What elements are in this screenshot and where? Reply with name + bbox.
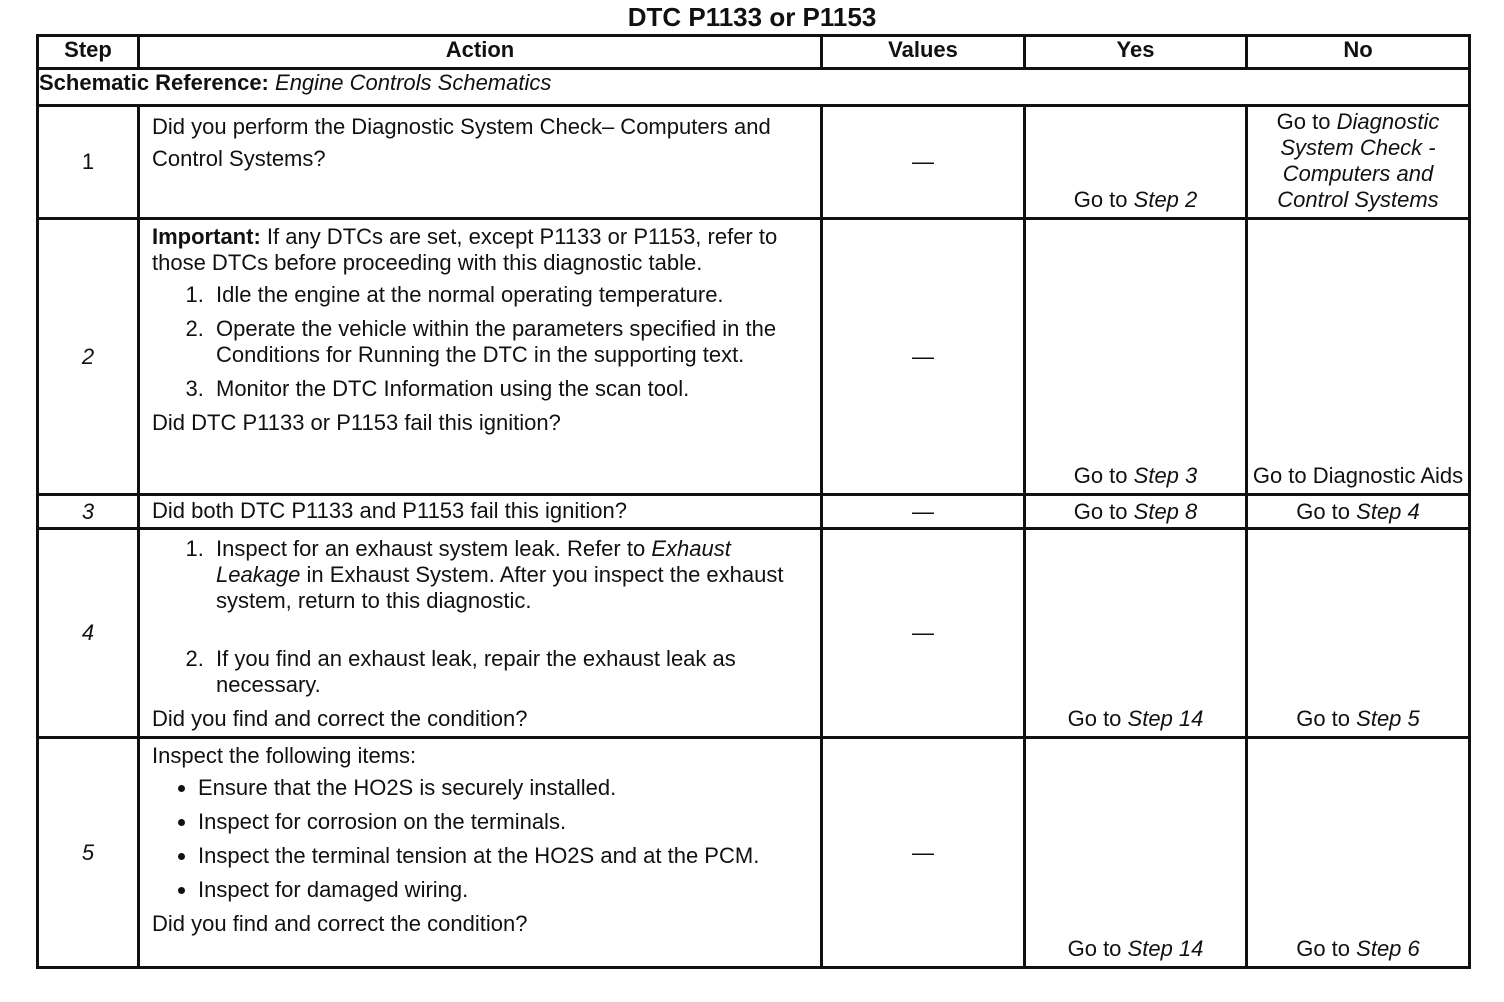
action-cell — [139, 219, 822, 495]
no-cell[interactable] — [1247, 738, 1470, 968]
inspect-intro: Inspect the following items: — [152, 743, 417, 768]
exhaust-leakage-link[interactable]: Exhaust Leakage — [216, 536, 731, 587]
values-cell: — — [822, 219, 1025, 495]
schematic-label: Schematic Reference: — [39, 70, 269, 95]
table-row — [38, 529, 1470, 738]
table-row — [38, 495, 1470, 529]
question: Did both DTC P1133 and P1153 fail this ignition? — [152, 498, 627, 523]
header-row — [38, 36, 1470, 69]
yes-link[interactable]: Step 14 — [1127, 936, 1204, 961]
table-row — [38, 738, 1470, 968]
action-cell — [139, 738, 822, 968]
question: Did DTC P1133 or P1153 fail this ignition? — [152, 410, 561, 435]
no-cell[interactable] — [1247, 219, 1470, 495]
table-row — [38, 106, 1470, 219]
yes-prefix: Go to — [1073, 187, 1128, 212]
important-note — [152, 224, 808, 276]
no-link[interactable]: Step 6 — [1356, 936, 1420, 961]
yes-cell[interactable] — [1025, 495, 1247, 529]
list-item: 1. Idle the engine at the normal operating temperature. — [210, 282, 808, 308]
action-cell — [139, 106, 822, 219]
no-link[interactable]: Step 5 — [1356, 706, 1420, 731]
dtc-table — [36, 34, 1471, 969]
values-cell: — — [822, 106, 1025, 219]
question: Did you find and correct the condition? — [152, 911, 528, 936]
list-item: 2. Operate the vehicle within the parameters specified in the Conditions for Running the DTC in the supporting text. — [210, 316, 808, 368]
yes-link[interactable]: Step 3 — [1133, 463, 1198, 488]
inspect-list — [152, 775, 808, 903]
schematic-reference-row — [38, 69, 1470, 106]
no-link[interactable]: Step 4 — [1356, 499, 1420, 524]
no-prefix: Go to — [1296, 499, 1351, 524]
page-title: DTC P1133 or P1153 — [627, 2, 877, 32]
yes-cell[interactable] — [1025, 529, 1247, 738]
no-cell[interactable] — [1247, 495, 1470, 529]
header-no: No — [1247, 36, 1470, 69]
no-cell[interactable] — [1247, 529, 1470, 738]
no-cell[interactable] — [1247, 106, 1470, 219]
action-list — [152, 536, 808, 698]
important-text: If any DTCs are set, except P1133 or P1153, refer to those DTCs before proceeding with this diagnostic table. — [152, 224, 778, 275]
list-item: 3. Monitor the DTC Information using the scan tool. — [210, 376, 808, 402]
action-list — [152, 282, 808, 402]
schematic-link[interactable]: Engine Controls Schematics — [275, 70, 552, 95]
step-number: 2 — [38, 219, 139, 495]
list-item: • Inspect the terminal tension at the HO2S and at the PCM. — [198, 843, 808, 869]
values-cell: — — [822, 529, 1025, 738]
schematic-reference — [38, 69, 1470, 106]
no-link[interactable]: Diagnostic System Check - Computers and Control Systems — [1277, 109, 1440, 212]
yes-link[interactable]: Step 2 — [1133, 187, 1198, 212]
header-step: Step — [38, 36, 139, 69]
step-number: 4 — [38, 529, 139, 738]
yes-prefix: Go to — [1073, 463, 1128, 488]
no-prefix: Go to — [1296, 706, 1351, 731]
step-number: 3 — [38, 495, 139, 529]
action-cell — [139, 495, 822, 529]
step-number: 1 — [38, 106, 139, 219]
question: Did you perform the Diagnostic System Check– Computers and Control Systems? — [152, 114, 771, 171]
step-number: 5 — [38, 738, 139, 968]
action-cell — [139, 529, 822, 738]
yes-prefix: Go to — [1067, 706, 1122, 731]
question: Did you find and correct the condition? — [152, 706, 528, 731]
no-link[interactable]: Go to Diagnostic Aids — [1252, 463, 1464, 488]
yes-cell[interactable] — [1025, 219, 1247, 495]
list-item: • Inspect for damaged wiring. — [198, 877, 808, 903]
important-label: Important: — [152, 224, 261, 249]
header-values: Values — [822, 36, 1025, 69]
yes-link[interactable]: Step 14 — [1127, 706, 1204, 731]
no-prefix: Go to — [1276, 109, 1331, 134]
header-action: Action — [139, 36, 822, 69]
list-item: 1. Inspect for an exhaust system leak. Refer to Exhaust Leakage in Exhaust System. After you inspect the exhaust system, return to this diagnostic. — [210, 536, 808, 614]
yes-link[interactable]: Step 8 — [1133, 499, 1198, 524]
list-item: • Ensure that the HO2S is securely installed. — [198, 775, 808, 801]
yes-prefix: Go to — [1067, 936, 1122, 961]
yes-cell[interactable] — [1025, 738, 1247, 968]
list-item: 2. If you find an exhaust leak, repair the exhaust leak as necessary. — [210, 646, 808, 698]
values-cell: — — [822, 495, 1025, 529]
values-cell: — — [822, 738, 1025, 968]
header-yes: Yes — [1025, 36, 1247, 69]
no-prefix: Go to — [1296, 936, 1351, 961]
table-row — [38, 219, 1470, 495]
list-item: • Inspect for corrosion on the terminals. — [198, 809, 808, 835]
yes-prefix: Go to — [1073, 499, 1128, 524]
yes-cell[interactable] — [1025, 106, 1247, 219]
